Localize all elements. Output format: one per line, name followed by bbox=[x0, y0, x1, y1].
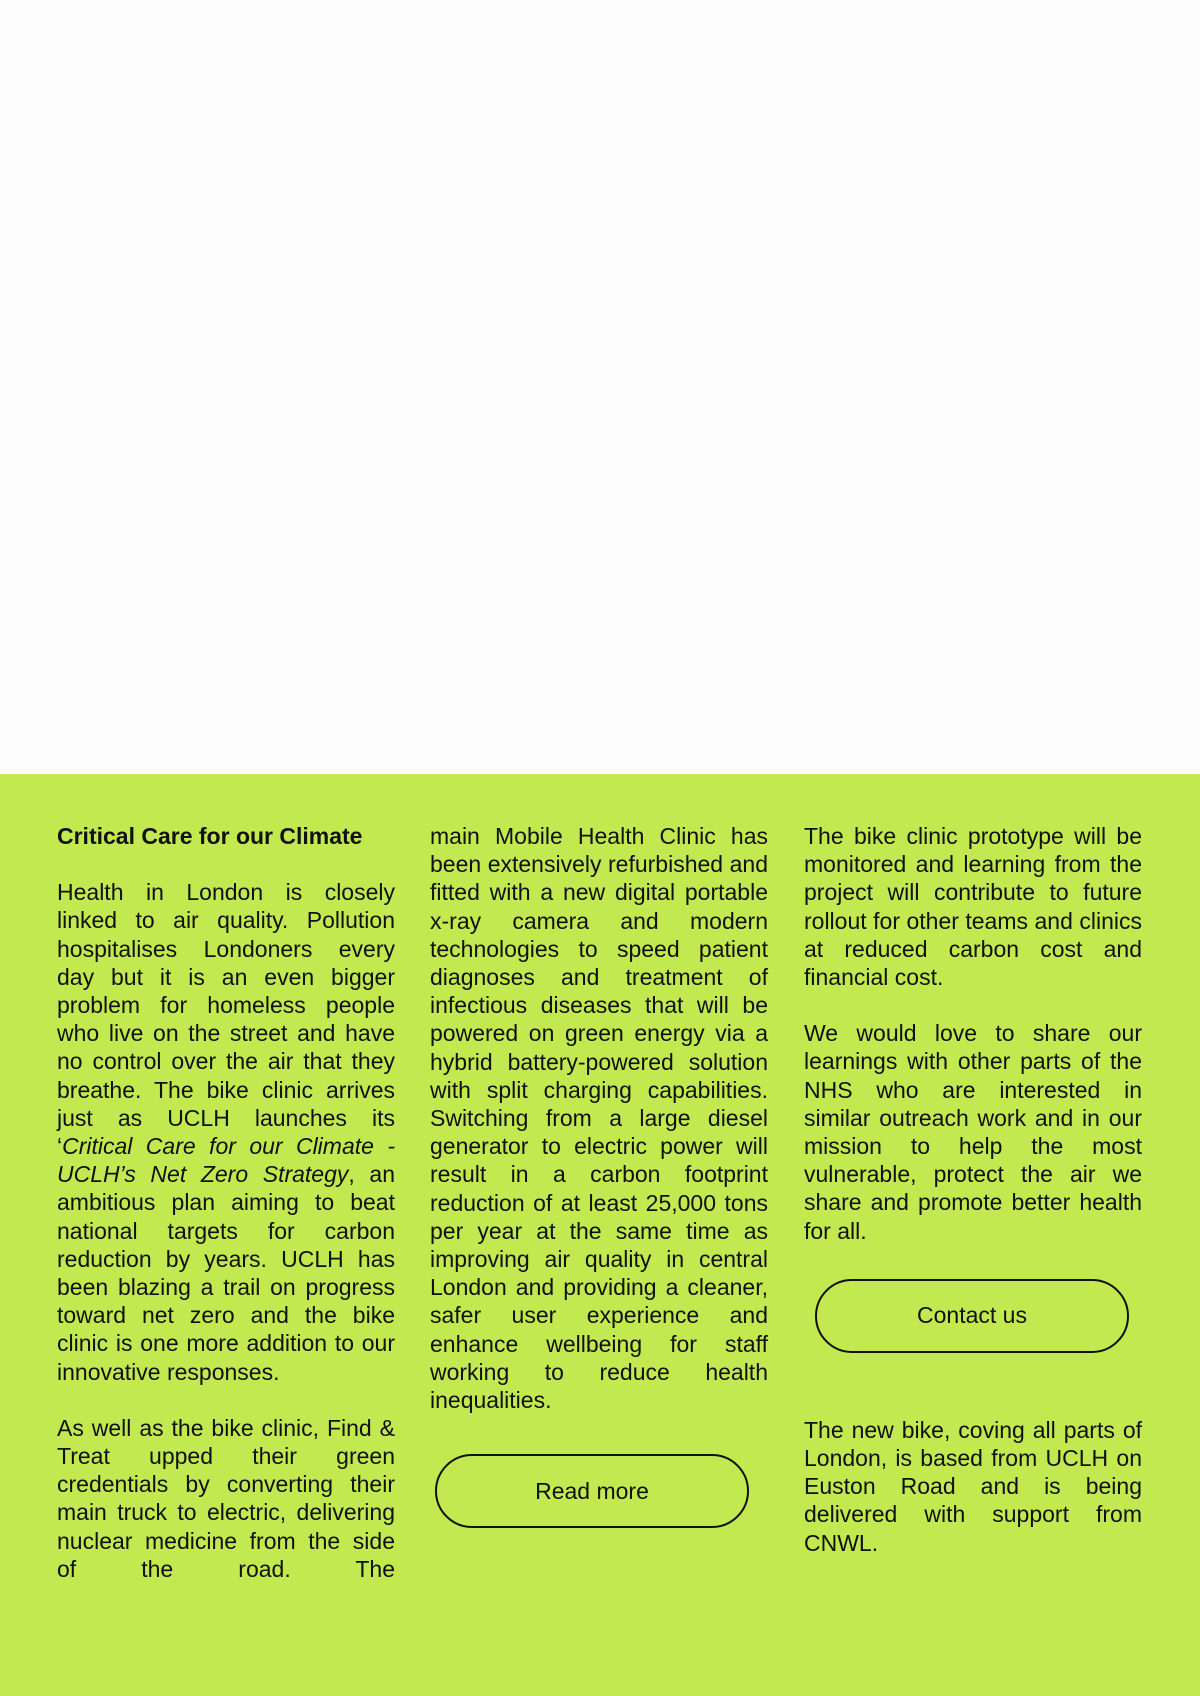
strategy-title: Critical Care for our Climate - UCLH’s Net Zero Strategy bbox=[57, 1133, 395, 1188]
article-column-1 bbox=[57, 822, 395, 1583]
paragraph-find-and-treat-continued: main Mobile Health Clinic has been extensively refurbished and fitted with a new digital portable x-ray camera and modern technologies to speed patient diagnoses and treatment of infectious diseases that will be powered on green energy via a hybrid battery-powered solution with split charging capabilities. Switching from a large diesel generator to electric power will result in a carbon footprint reduction of at least 25,000 tons per year at the same time as improving air quality in central London and providing a cleaner, safer user experience and enhance wellbeing for staff working to reduce health inequalities. bbox=[430, 823, 768, 1414]
article-column-3 bbox=[804, 822, 1142, 1557]
article-column-2 bbox=[430, 822, 768, 1528]
paragraph-air-quality bbox=[57, 878, 395, 1386]
paragraph-share-learnings: We would love to share our learnings with other parts of the NHS who are interested in similar outreach work and in our mission to help the most vulnerable, protect the air we share and promote better health for all. bbox=[804, 1020, 1142, 1244]
paragraph-new-bike: The new bike, coving all parts of London, is based from UCLH on Euston Road and is being delivered with support from CNWL. bbox=[804, 1416, 1142, 1556]
paragraph-air-quality-text-a: Health in London is closely linked to air quality. Pollution hospitalises Londoners every day but it is an even bigger problem for homeless people who live on the street and have no control over the air that they breathe. The bike clinic arrives just as UCLH launches its ‘ bbox=[57, 879, 395, 1160]
paragraph-air-quality-text-b: , an ambitious plan aiming to beat national targets for carbon reduction by years. UCLH has been blazing a trail on progress toward net zero and the bike clinic is one more addition to our innovative responses. bbox=[57, 1161, 395, 1385]
paragraph-find-and-treat: As well as the bike clinic, Find & Treat upped their green credentials by converting their main truck to electric, delivering nuclear medicine from the side of the road. The bbox=[57, 1414, 395, 1582]
read-more-button[interactable]: Read more bbox=[435, 1454, 749, 1528]
article-heading: Critical Care for our Climate bbox=[57, 823, 363, 849]
blank-image-area bbox=[0, 0, 1200, 774]
contact-us-button[interactable]: Contact us bbox=[815, 1279, 1129, 1353]
paragraph-prototype: The bike clinic prototype will be monitored and learning from the project will contribute to future rollout for other teams and clinics at reduced carbon cost and financial cost. bbox=[804, 823, 1142, 991]
